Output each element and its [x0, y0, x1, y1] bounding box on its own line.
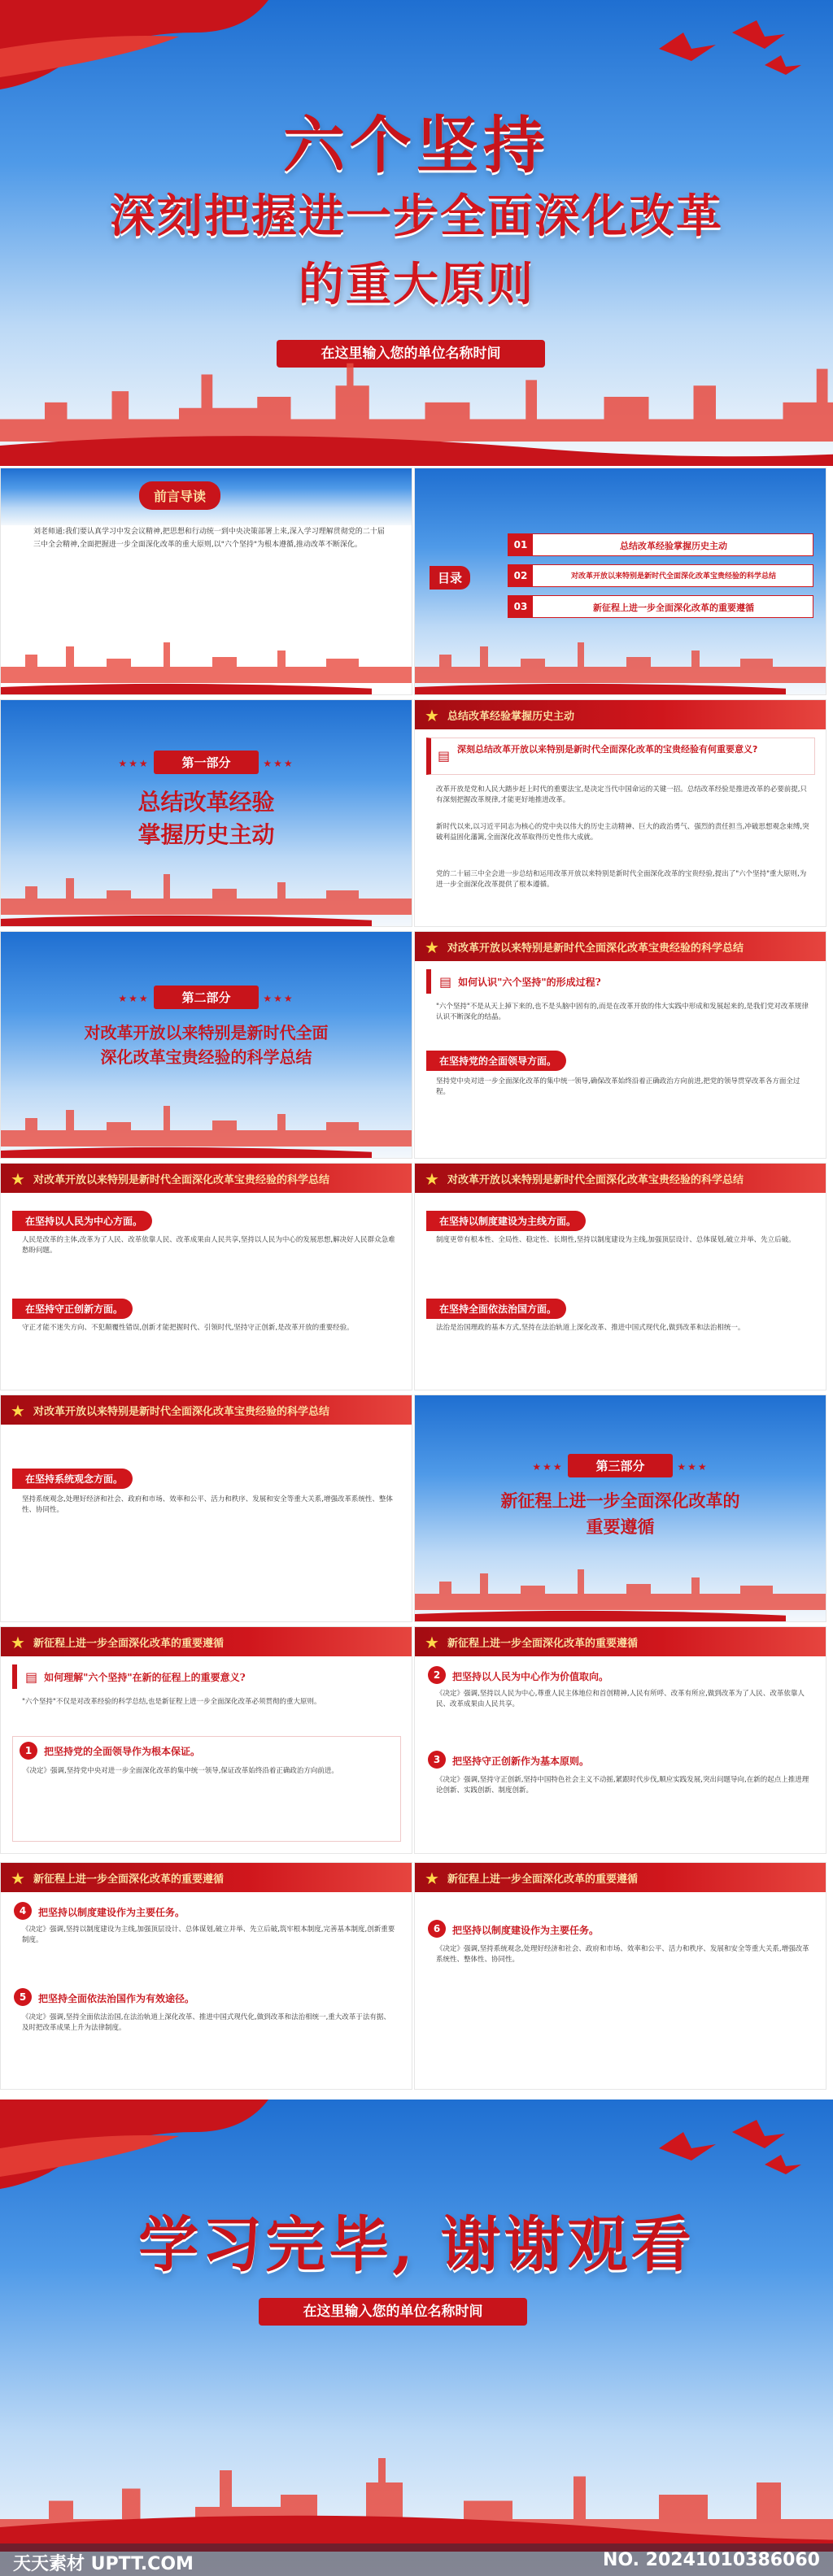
- ending-title: 学习完毕, 谢谢观看: [138, 2210, 695, 2280]
- toc-label: 目录: [430, 566, 470, 590]
- item-title-3: 把坚持守正创新作为基本原则。: [452, 1756, 590, 1767]
- slide-header: ★ 总结改革经验掌握历史主动: [415, 700, 826, 729]
- content-slide-8: [0, 1862, 412, 2090]
- item-text-2: 《决定》强调,坚持以人民为中心,尊重人民主体地位和首创精神,人民有所呼、改革有所应,做到改革为了人民、改革依靠人民、改革成果由人民共享。: [436, 1690, 805, 1708]
- cover-slide: [0, 0, 833, 466]
- para-1: "六个坚持"不仅是对改革经验的科学总结,也是新征程上进一步全面深化改革必须贯彻的重大原则。: [22, 1698, 321, 1706]
- red-wave-bottom: [1, 912, 372, 926]
- red-ribbon-top-left: [0, 2100, 293, 2189]
- question-bar: ▤ 如何认识"六个坚持"的形成过程?: [426, 969, 815, 994]
- slide-header: ★ 新征程上进一步全面深化改革的重要遵循: [1, 1863, 412, 1892]
- content-slide-9: [414, 1862, 826, 2090]
- slide-header: ★ 新征程上进一步全面深化改革的重要遵循: [415, 1627, 826, 1656]
- content-slide-2: [414, 931, 826, 1159]
- red-ribbon-top-left: [0, 0, 293, 89]
- part1-label: 第一部分: [154, 751, 258, 774]
- city-skyline: [415, 1561, 826, 1610]
- question-bar: ▤ 如何理解"六个坚持"在新的征程上的重要意义?: [12, 1664, 401, 1689]
- para-1: 坚持系统观念,处理好经济和社会、政府和市场、效率和公平、活力和秩序、发展和安全等重大关系,增强改革系统性、整体性、协同性。: [22, 1495, 393, 1514]
- city-skyline: [415, 634, 826, 683]
- number-badge-4: 4: [14, 1902, 32, 1920]
- preface-badge: 前言导读: [139, 481, 220, 510]
- cover-title-line3: 的重大原则: [299, 258, 534, 311]
- item-text-4: 《决定》强调,坚持以制度建设为主线,加强顶层设计、总体谋划,破立并举、先立后破,筑牢根本制度,完善基本制度,创新重要制度。: [22, 1925, 395, 1944]
- ending-unit-placeholder[interactable]: 在这里输入您的单位名称时间: [259, 2298, 527, 2326]
- cover-title-line2: 深刻把握进一步全面深化改革: [110, 189, 723, 243]
- item-title-4: 把坚持以制度建设作为主要任务。: [38, 1907, 185, 1918]
- slide-header: ★ 对改革开放以来特别是新时代全面深化改革宝贵经验的科学总结: [1, 1395, 412, 1425]
- question-card: [426, 738, 815, 775]
- cover-unit-placeholder[interactable]: 在这里输入您的单位名称时间: [277, 340, 545, 368]
- preface-slide: [0, 468, 412, 695]
- part3-label: 第三部分: [568, 1454, 672, 1477]
- question-text: 深刻总结改革开放以来特别是新时代全面深化改革的宝贵经验有何重要意义?: [457, 744, 758, 755]
- para-2: 坚持党中央对进一步全面深化改革的集中统一领导,确保改革始终沿着正确政治方向前进,把党的领导贯穿改革各方面全过程。: [436, 1077, 800, 1096]
- part3-title-line2: 重要遵循: [586, 1516, 655, 1537]
- cover-title-main: 六个坚持: [283, 109, 550, 181]
- number-badge-2: 2: [428, 1666, 446, 1684]
- star-icon: ★: [11, 1633, 25, 1652]
- part3-title-line1: 新征程上进一步全面深化改革的: [500, 1490, 740, 1511]
- book-icon: ▤: [438, 748, 451, 764]
- content-slide-1: [414, 699, 826, 927]
- toc-item-3[interactable]: 03 新征程上进一步全面深化改革的重要遵循: [508, 595, 813, 618]
- para-1: "六个坚持"不是从天上掉下来的,也不是头脑中固有的,而是在改革开放的伟大实践中形成和发展起来的,是我们党对改革规律认识不断深化的结晶。: [436, 1003, 809, 1021]
- para-2: 守正才能不迷失方向、不犯颠覆性错误,创新才能把握时代、引领时代,坚持守正创新,是改革开放的重要经验。: [22, 1324, 354, 1332]
- ending-slide: [0, 2100, 833, 2576]
- part3-slide: ★★★ 第三部分 ★★★ 新征程上进一步全面深化改革的 重要遵循: [414, 1395, 826, 1622]
- red-wave-bottom: [415, 680, 786, 694]
- star-icon: ★: [11, 1401, 25, 1421]
- point-bar-2: 在坚持守正创新方面。: [12, 1299, 133, 1319]
- slide-header: ★ 对改革开放以来特别是新时代全面深化改革宝贵经验的科学总结: [415, 932, 826, 961]
- part1-slide: ★★★ 第一部分 ★★★ 总结改革经验 掌握历史主动: [0, 699, 412, 927]
- red-wave-bottom: [0, 425, 833, 466]
- item-title-5: 把坚持全面依法治国作为有效途径。: [38, 1993, 195, 2004]
- part2-label: 第二部分: [154, 986, 258, 1009]
- point-bar-1: 在坚持系统观念方面。: [12, 1469, 133, 1489]
- star-icon: ★: [425, 1169, 439, 1189]
- star-icon: ★: [425, 1869, 439, 1888]
- point-bar-1: 在坚持以人民为中心方面。: [12, 1211, 152, 1231]
- city-skyline: [1, 866, 412, 915]
- point-bar-1: 在坚持以制度建设为主线方面。: [426, 1211, 586, 1231]
- para-1: 人民是改革的主体,改革为了人民、改革依靠人民、改革成果由人民共享,坚持以人民为中心的发展思想,解决好人民群众急难愁盼问题。: [22, 1236, 395, 1255]
- item-title-6: 把坚持以制度建设作为主要任务。: [452, 1925, 600, 1936]
- red-wave-bottom: [1, 680, 372, 694]
- slide-header: ★ 对改革开放以来特别是新时代全面深化改革宝贵经验的科学总结: [415, 1164, 826, 1193]
- red-wave-bottom: [1, 1143, 372, 1158]
- star-icon: ★: [425, 938, 439, 957]
- content-slide-5: [0, 1395, 412, 1622]
- item-title-2: 把坚持以人民为中心作为价值取向。: [452, 1671, 609, 1682]
- part2-slide: ★★★ 第二部分 ★★★ 对改革开放以来特别是新时代全面 深化改革宝贵经验的科学总结: [0, 931, 412, 1159]
- item-text-5: 《决定》强调,坚持全面依法治国,在法治轨道上深化改革、推进中国式现代化,做到改革和法治相统一,重大改革于法有据、及时把改革成果上升为法律制度。: [22, 2013, 390, 2032]
- slide-header: ★ 新征程上进一步全面深化改革的重要遵循: [415, 1863, 826, 1892]
- point-bar-2: 在坚持全面依法治国方面。: [426, 1299, 566, 1319]
- point-bar: 在坚持党的全面领导方面。: [426, 1051, 566, 1071]
- para-1: 制度更带有根本性、全局性、稳定性、长期性,坚持以制度建设为主线,加强顶层设计、总体谋划,破立并举、先立后破。: [436, 1236, 796, 1244]
- toc-slide: [414, 468, 826, 695]
- part1-title-line2: 掌握历史主动: [137, 821, 275, 848]
- city-skyline: [1, 634, 412, 683]
- item-title-1: 把坚持党的全面领导作为根本保证。: [44, 1746, 201, 1757]
- item-text-6: 《决定》强调,坚持系统观念,处理好经济和社会、政府和市场、效率和公平、活力和秩序、发展和安全等重大关系,增强改革系统性、整体性、协同性。: [436, 1945, 809, 1964]
- toc-item-1[interactable]: 01 总结改革经验掌握历史主动: [508, 533, 813, 556]
- star-icon: ★: [11, 1869, 25, 1888]
- star-icon: ★: [425, 706, 439, 725]
- number-badge-5: 5: [14, 1988, 32, 2006]
- book-icon: ▤: [25, 1669, 38, 1685]
- book-icon: ▤: [439, 973, 452, 990]
- preface-text: 刘老师通:我们要认真学习中发会议精神,把思想和行动统一到中央决策部署上来,深入学习理解贯彻党的二十届三中全会精神,全面把握进一步全面深化改革的重大原则,以"六个坚持"为根本遵循,推动改革不断深化。: [33, 525, 391, 590]
- content-slide-7: [414, 1626, 826, 1854]
- number-badge-3: 3: [428, 1751, 446, 1769]
- content-slide-4: [414, 1163, 826, 1390]
- star-icon: ★: [425, 1633, 439, 1652]
- para-2: 新时代以来,以习近平同志为核心的党中央以伟大的历史主动精神、巨大的政治勇气、强烈的责任担当,冲破思想观念束缚,突破利益固化藩篱,全面深化改革取得历史性伟大成就。: [436, 823, 809, 842]
- para-1: 改革开放是党和人民大踏步赶上时代的重要法宝,是决定当代中国命运的关键一招。总结改革经验是推进改革的必要前提,只有深刻把握改革规律,才能更好地推进改革。: [436, 785, 807, 804]
- part1-title-line1: 总结改革经验: [137, 789, 275, 816]
- footer-number: NO. 20241010386060: [603, 2550, 820, 2570]
- star-icon: ★: [11, 1169, 25, 1189]
- doves-icon: [643, 2116, 805, 2189]
- watermark-footer: [0, 2543, 833, 2576]
- item-text-1: 《决定》强调,坚持党中央对进一步全面深化改革的集中统一领导,保证改革始终沿着正确政治方向前进。: [23, 1767, 338, 1775]
- item-text-3: 《决定》强调,坚持守正创新,坚持中国特色社会主义不动摇,紧跟时代步伐,顺应实践发展,突出问题导向,在新的起点上推进理论创新、实践创新、制度创新。: [436, 1776, 809, 1795]
- number-badge-6: 6: [428, 1920, 446, 1938]
- para-3: 党的二十届三中全会进一步总结和运用改革开放以来特别是新时代全面深化改革的宝贵经验,提出了"六个坚持"重大原则,为进一步全面深化改革提供了根本遵循。: [436, 870, 807, 889]
- para-2: 法治是治国理政的基本方式,坚持在法治轨道上深化改革、推进中国式现代化,做到改革和法治相统一。: [436, 1324, 745, 1332]
- toc-item-2[interactable]: 02 对改革开放以来特别是新时代全面深化改革宝贵经验的科学总结: [508, 564, 813, 587]
- part2-title-line2: 深化改革宝贵经验的科学总结: [100, 1047, 312, 1067]
- number-badge-1: 1: [20, 1742, 37, 1760]
- slide-header: ★ 新征程上进一步全面深化改革的重要遵循: [1, 1627, 412, 1656]
- item-card-1: [12, 1736, 401, 1842]
- doves-icon: [643, 16, 805, 89]
- footer-site: 天天素材 UPTT.COM: [13, 2554, 194, 2574]
- city-skyline: [1, 1098, 412, 1147]
- content-slide-6: [0, 1626, 412, 1854]
- red-wave-bottom: [415, 1607, 786, 1621]
- slide-header: ★ 对改革开放以来特别是新时代全面深化改革宝贵经验的科学总结: [1, 1164, 412, 1193]
- part2-title-line1: 对改革开放以来特别是新时代全面: [84, 1023, 329, 1042]
- content-slide-3: [0, 1163, 412, 1390]
